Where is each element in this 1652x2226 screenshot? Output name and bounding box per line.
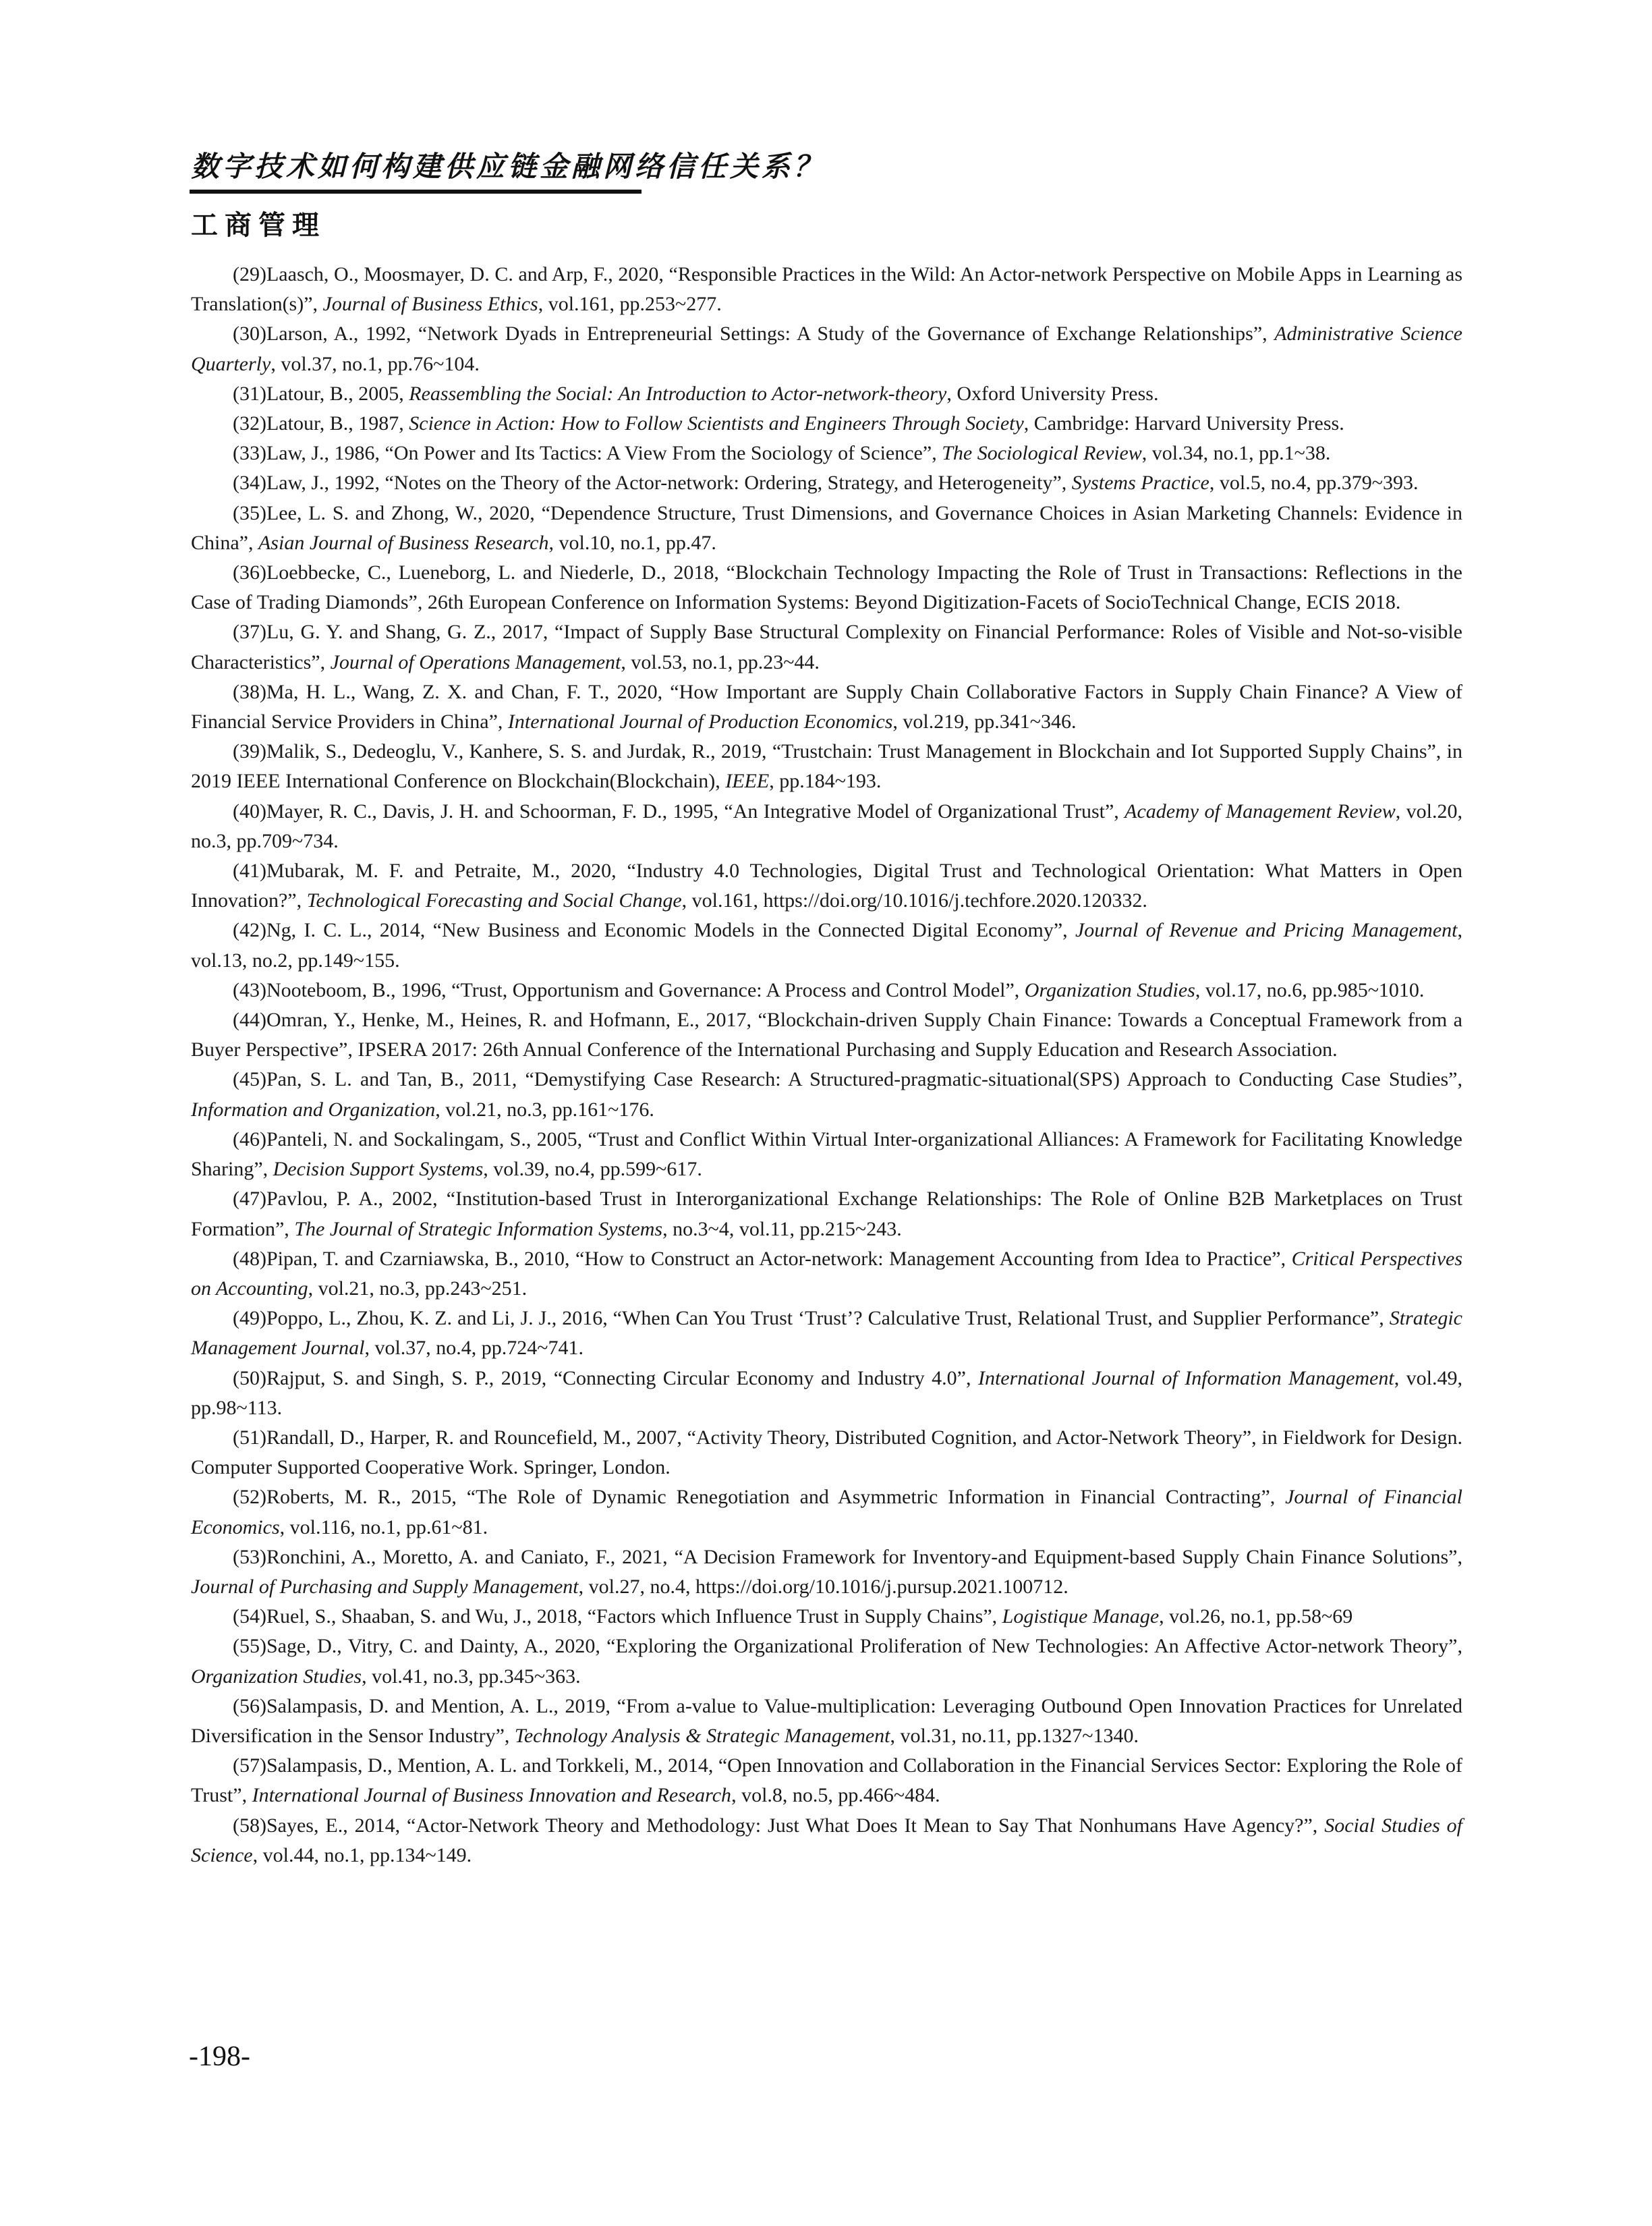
reference-text: Latour, B., 2005, (266, 382, 409, 405)
reference-citation-details: , vol.161, pp.253~277. (538, 293, 722, 316)
reference-entry (191, 499, 1462, 558)
reference-number: (34) (233, 472, 266, 495)
reference-entry (191, 976, 1462, 1005)
reference-source-title: Journal of Operations Management (330, 650, 621, 673)
reference-entry (191, 677, 1462, 737)
reference-source-title: The Journal of Strategic Information Systems (294, 1217, 663, 1240)
reference-number: (54) (233, 1605, 266, 1628)
reference-citation-details: , vol.13, no.2, pp.149~155. (191, 919, 1462, 972)
reference-text: Mubarak, M. F. and Petraite, M., 2020, “Industry 4.0 Technologies, Digital Trust and Technological Orientation: What Matters in Open Innovation?”, (191, 860, 1462, 912)
reference-citation-details: , vol.31, no.11, pp.1327~1340. (890, 1724, 1139, 1747)
running-title: 数字技术如何构建供应链金融网络信任关系？ (191, 150, 826, 183)
reference-citation-details: , vol.17, no.6, pp.985~1010. (1195, 978, 1425, 1001)
reference-source-title: Organization Studies (191, 1665, 362, 1688)
reference-number: (51) (233, 1426, 266, 1449)
reference-source-title: Reassembling the Social: An Introduction to Actor-network-theory (409, 382, 947, 405)
reference-text: Rajput, S. and Singh, S. P., 2019, “Connecting Circular Economy and Industry 4.0”, (266, 1366, 978, 1389)
reference-source-title: Strategic Management Journal (191, 1307, 1462, 1360)
reference-number: (38) (233, 680, 266, 703)
reference-citation-details: , vol.219, pp.341~346. (892, 711, 1077, 733)
reference-number: (31) (233, 382, 266, 405)
reference-citation-details: , vol.53, no.1, pp.23~44. (621, 650, 820, 673)
reference-citation-details: , Cambridge: Harvard University Press. (1023, 412, 1344, 435)
reference-text: Law, J., 1986, “On Power and Its Tactics: A View From the Sociology of Science”, (266, 442, 942, 465)
reference-source-title: International Journal of Business Innovation and Research (252, 1784, 732, 1807)
reference-entry (191, 319, 1462, 379)
reference-text: Pan, S. L. and Tan, B., 2011, “Demystifying Case Research: A Structured-pragmatic-situational(SPS) Approach to Conducting Case Studies”, (266, 1068, 1462, 1091)
reference-citation-details: , vol.8, no.5, pp.466~484. (731, 1784, 940, 1807)
reference-citation-details: , vol.39, no.4, pp.599~617. (483, 1158, 702, 1181)
reference-text: Laasch, O., Moosmayer, D. C. and Arp, F., 2020, “Responsible Practices in the Wild: An Actor-network Perspective on Mobile Apps in Learning as Translation(s)”, (191, 263, 1462, 316)
reference-entry (191, 1692, 1462, 1751)
reference-number: (45) (233, 1068, 266, 1091)
reference-number: (49) (233, 1307, 266, 1330)
reference-entry (191, 558, 1462, 617)
reference-text: Ronchini, A., Moretto, A. and Caniato, F., 2021, “A Decision Framework for Inventory-and Equipment-based Supply Chain Finance Solutions”, (266, 1545, 1462, 1568)
reference-text: Loebbecke, C., Lueneborg, L. and Niederle, D., 2018, “Blockchain Technology Impacting the Role of Trust in Transactions: Reflections in the Case of Trading Diamonds”, 26th European Conference on Information Systems: Beyond Digitization-Facets of SocioTechnical Change, ECIS 2018. (191, 561, 1462, 614)
title-underline-rule (190, 190, 642, 194)
reference-entry (191, 379, 1462, 409)
reference-citation-details: , vol.10, no.1, pp.47. (548, 531, 716, 554)
reference-number: (48) (233, 1247, 266, 1270)
reference-citation-details: , vol.49, pp.98~113. (191, 1366, 1462, 1419)
reference-entry (191, 1482, 1462, 1542)
reference-entry (191, 1602, 1462, 1632)
reference-text: Randall, D., Harper, R. and Rouncefield, M., 2007, “Activity Theory, Distributed Cognition, and Actor-Network Theory”, in Fieldwork for Design. Computer Supported Cooperative Work. Springer, London. (191, 1426, 1462, 1479)
reference-citation-details: , vol.21, no.3, pp.161~176. (435, 1098, 654, 1121)
reference-text: Lee, L. S. and Zhong, W., 2020, “Dependence Structure, Trust Dimensions, and Governance Choices in Asian Marketing Channels: Evidence in China”, (191, 501, 1462, 554)
reference-source-title: Decision Support Systems (273, 1158, 484, 1181)
reference-entry (191, 1364, 1462, 1423)
reference-source-title: Asian Journal of Business Research (258, 531, 549, 554)
reference-text: Mayer, R. C., Davis, J. H. and Schoorman, F. D., 1995, “An Integrative Model of Organizational Trust”, (266, 800, 1125, 823)
reference-citation-details: , vol.20, no.3, pp.709~734. (191, 800, 1462, 852)
reference-number: (47) (233, 1188, 266, 1211)
reference-source-title: Critical Perspectives on Accounting (191, 1247, 1462, 1300)
reference-number: (50) (233, 1366, 266, 1389)
reference-text: Ma, H. L., Wang, Z. X. and Chan, F. T., 2020, “How Important are Supply Chain Collaborative Factors in Supply Chain Finance? A View of Financial Service Providers in China”, (191, 680, 1462, 733)
reference-text: Salampasis, D. and Mention, A. L., 2019, “From a-value to Value-multiplication: Leveraging Outbound Open Innovation Practices for Unrelated Diversification in the Sensor Industry”, (191, 1694, 1462, 1747)
reference-source-title: Science in Action: How to Follow Scientists and Engineers Through Society (409, 412, 1024, 435)
reference-text: Salampasis, D., Mention, A. L. and Torkkeli, M., 2014, “Open Innovation and Collaboration in the Financial Services Sector: Exploring the Role of Trust”, (191, 1754, 1462, 1807)
reference-number: (40) (233, 800, 266, 823)
reference-list (191, 260, 1462, 1870)
reference-source-title: The Sociological Review (942, 442, 1142, 465)
reference-text: Lu, G. Y. and Shang, G. Z., 2017, “Impact of Supply Base Structural Complexity on Financial Performance: Roles of Visible and Not-so-visible Characteristics”, (191, 621, 1462, 673)
reference-entry (191, 1542, 1462, 1602)
reference-number: (32) (233, 412, 266, 435)
reference-number: (33) (233, 442, 266, 465)
reference-number: (52) (233, 1486, 266, 1509)
reference-citation-details: , vol.21, no.3, pp.243~251. (308, 1277, 528, 1300)
reference-number: (43) (233, 978, 266, 1001)
reference-text: Roberts, M. R., 2015, “The Role of Dynamic Renegotiation and Asymmetric Information in Financial Contracting”, (266, 1486, 1286, 1509)
reference-source-title: Journal of Business Ethics (322, 293, 538, 316)
reference-citation-details: , vol.44, no.1, pp.134~149. (252, 1843, 472, 1866)
reference-number: (57) (233, 1754, 266, 1777)
reference-source-title: Systems Practice (1071, 472, 1209, 495)
reference-entry (191, 1005, 1462, 1065)
page-number: -198- (189, 2041, 250, 2072)
reference-entry (191, 409, 1462, 439)
reference-entry (191, 1184, 1462, 1244)
reference-entry (191, 856, 1462, 916)
reference-text: Ruel, S., Shaaban, S. and Wu, J., 2018, “Factors which Influence Trust in Supply Chains”, (266, 1605, 1002, 1628)
reference-source-title: Information and Organization (191, 1098, 436, 1121)
reference-source-title: Technology Analysis & Strategic Management (514, 1724, 890, 1747)
reference-citation-details: , vol.161, https://doi.org/10.1016/j.techfore.2020.120332. (681, 889, 1147, 912)
reference-entry (191, 1632, 1462, 1691)
reference-source-title: IEEE (725, 770, 770, 793)
reference-text: Panteli, N. and Sockalingam, S., 2005, “Trust and Conflict Within Virtual Inter-organizational Alliances: A Framework for Facilitating Knowledge Sharing”, (191, 1128, 1462, 1181)
reference-entry (191, 737, 1462, 796)
reference-text: Law, J., 1992, “Notes on the Theory of the Actor-network: Ordering, Strategy, and Heterogeneity”, (266, 472, 1072, 495)
reference-number: (41) (233, 860, 266, 883)
reference-source-title: Logistique Manage (1002, 1605, 1160, 1628)
reference-source-title: Journal of Purchasing and Supply Management (191, 1575, 579, 1598)
reference-entry (191, 1811, 1462, 1870)
reference-text: Omran, Y., Henke, M., Heines, R. and Hofmann, E., 2017, “Blockchain-driven Supply Chain Finance: Towards a Conceptual Framework from a Buyer Perspective”, IPSERA 2017: 26th Annual Conference of the International Purchasing and Supply Education and Research Association. (191, 1009, 1462, 1061)
reference-entry (191, 1125, 1462, 1184)
reference-source-title: Journal of Financial Economics (191, 1486, 1462, 1538)
reference-entry (191, 468, 1462, 498)
reference-citation-details: , vol.41, no.3, pp.345~363. (362, 1665, 581, 1688)
reference-number: (30) (233, 323, 266, 345)
reference-citation-details: , vol.27, no.4, https://doi.org/10.1016/j.pursup.2021.100712. (578, 1575, 1069, 1598)
reference-text: Poppo, L., Zhou, K. Z. and Li, J. J., 2016, “When Can You Trust ‘Trust’? Calculative Trust, Relational Trust, and Supplier Performance”, (266, 1307, 1390, 1330)
reference-number: (35) (233, 501, 266, 524)
reference-entry (191, 260, 1462, 319)
reference-text: Larson, A., 1992, “Network Dyads in Entrepreneurial Settings: A Study of the Governance of Exchange Relationships”, (266, 323, 1275, 345)
reference-citation-details: , vol.5, no.4, pp.379~393. (1209, 472, 1419, 495)
reference-entry (191, 1244, 1462, 1304)
reference-entry (191, 617, 1462, 677)
reference-source-title: Academy of Management Review (1124, 800, 1396, 823)
reference-entry (191, 1304, 1462, 1363)
reference-entry (191, 439, 1462, 468)
reference-citation-details: , vol.37, no.1, pp.76~104. (270, 352, 480, 375)
reference-number: (55) (233, 1635, 266, 1658)
reference-text: Ng, I. C. L., 2014, “New Business and Economic Models in the Connected Digital Economy”, (266, 919, 1075, 942)
reference-source-title: Technological Forecasting and Social Change (306, 889, 682, 912)
reference-entry (191, 1751, 1462, 1810)
reference-source-title: Administrative Science Quarterly (191, 323, 1462, 375)
reference-source-title: Journal of Revenue and Pricing Management (1075, 919, 1458, 942)
reference-text: Pavlou, P. A., 2002, “Institution-based Trust in Interorganizational Exchange Relationships: The Role of Online B2B Marketplaces on Trust Formation”, (191, 1188, 1462, 1240)
reference-citation-details: , vol.37, no.4, pp.724~741. (364, 1337, 584, 1360)
reference-text: Sage, D., Vitry, C. and Dainty, A., 2020, “Exploring the Organizational Proliferation of New Technologies: An Affective Actor-network Theory”, (266, 1635, 1462, 1658)
reference-text: Malik, S., Dedeoglu, V., Kanhere, S. S. and Jurdak, R., 2019, “Trustchain: Trust Management in Blockchain and Iot Supported Supply Chains”, in 2019 IEEE International Conference on Blockchain(Blockchain), (191, 740, 1462, 793)
reference-entry (191, 916, 1462, 975)
reference-number: (36) (233, 561, 266, 584)
reference-number: (44) (233, 1009, 266, 1032)
reference-citation-details: , pp.184~193. (769, 770, 882, 793)
reference-text: Sayes, E., 2014, “Actor-Network Theory and Methodology: Just What Does It Mean to Say That Nonhumans Have Agency?”, (266, 1814, 1325, 1837)
reference-source-title: International Journal of Information Management (977, 1366, 1394, 1389)
reference-entry (191, 1423, 1462, 1482)
reference-citation-details: , Oxford University Press. (946, 382, 1159, 405)
reference-entry (191, 797, 1462, 856)
reference-text: Pipan, T. and Czarniawska, B., 2010, “How to Construct an Actor-network: Management Accounting from Idea to Practice”, (266, 1247, 1292, 1270)
reference-text: Nooteboom, B., 1996, “Trust, Opportunism and Governance: A Process and Control Model”, (266, 978, 1025, 1001)
reference-citation-details: , vol.34, no.1, pp.1~38. (1141, 442, 1331, 465)
reference-number: (42) (233, 919, 266, 942)
reference-number: (56) (233, 1694, 266, 1717)
reference-number: (29) (233, 263, 266, 285)
reference-number: (39) (233, 740, 266, 763)
reference-entry (191, 1065, 1462, 1124)
reference-citation-details: , no.3~4, vol.11, pp.215~243. (662, 1217, 902, 1240)
reference-number: (53) (233, 1545, 266, 1568)
reference-citation-details: , vol.116, no.1, pp.61~81. (279, 1515, 488, 1538)
reference-source-title: International Journal of Production Economics (507, 711, 893, 733)
reference-text: Latour, B., 1987, (266, 412, 409, 435)
reference-citation-details: , vol.26, no.1, pp.58~69 (1159, 1605, 1353, 1628)
section-label: 工商管理 (191, 209, 326, 241)
reference-number: (46) (233, 1128, 266, 1150)
reference-number: (37) (233, 621, 266, 644)
reference-source-title: Organization Studies (1024, 978, 1195, 1001)
reference-source-title: Social Studies of Science (191, 1814, 1462, 1866)
reference-number: (58) (233, 1814, 266, 1837)
